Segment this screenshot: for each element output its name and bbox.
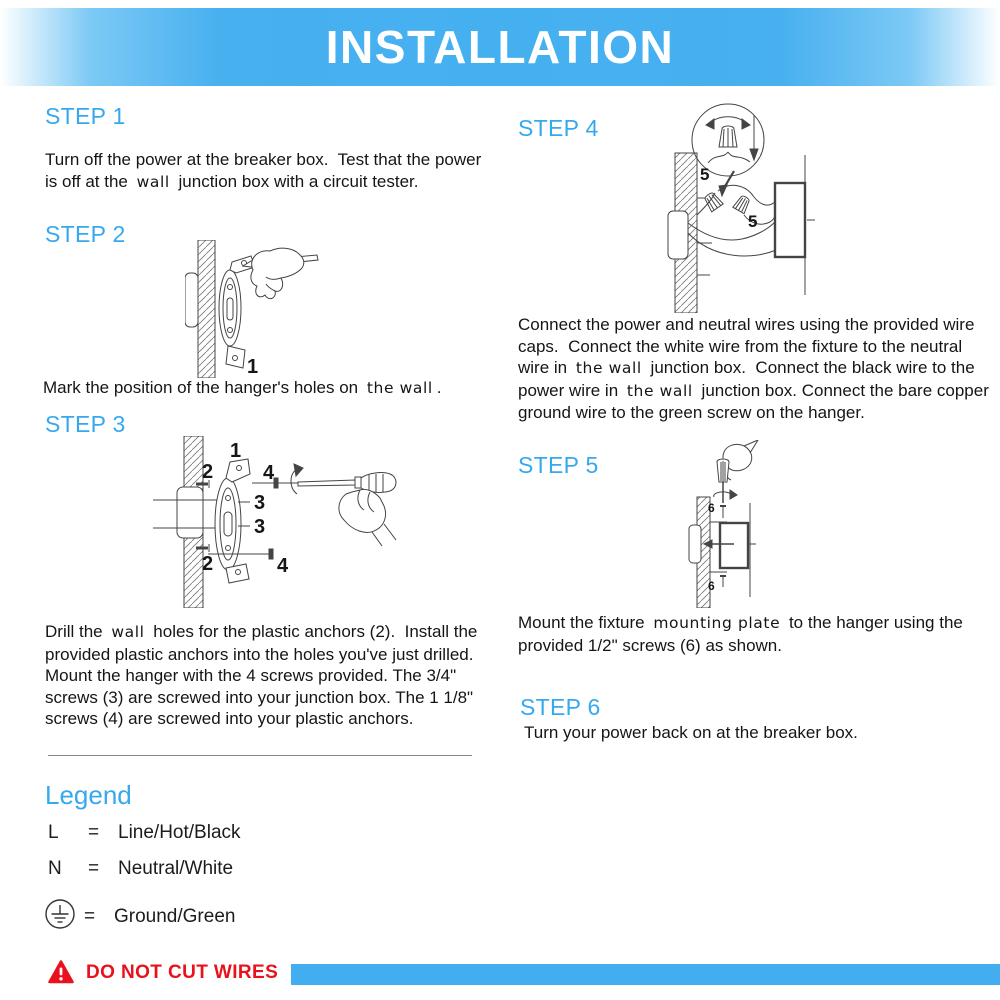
step5-label-screw-top: 6 bbox=[708, 501, 715, 515]
wire-cap-top bbox=[702, 191, 723, 212]
step5-text-seg1: Mount the fixture bbox=[518, 613, 650, 632]
screw-top bbox=[720, 506, 726, 518]
screwdriver bbox=[298, 473, 396, 493]
legend-label-neutral: Neutral/White bbox=[118, 858, 234, 879]
step3-heading: STEP 3 bbox=[45, 411, 126, 437]
warning-bar bbox=[291, 964, 1000, 985]
page-header-banner bbox=[0, 8, 1000, 86]
step4-heading: STEP 4 bbox=[518, 115, 599, 141]
step3-label-anchor-bottom: 2 bbox=[202, 553, 214, 575]
legend-symbol-neutral: N bbox=[48, 858, 62, 879]
warning-icon bbox=[48, 960, 74, 989]
hand bbox=[339, 489, 396, 546]
legend-equals: = bbox=[88, 858, 100, 879]
step1-text-seg1: Turn off the power at the breaker box. Test that the power is off at the bbox=[45, 150, 487, 191]
step5-text-seg2: to the hanger using the provided 1/2" screws (6) as shown. bbox=[518, 613, 968, 655]
step4-text-seg3: junction box. Connect the bare copper ground wire to the green screw on the hanger. bbox=[518, 380, 994, 422]
hanger-bottom-tab bbox=[226, 346, 245, 368]
step3-text-alt: wall bbox=[111, 623, 145, 641]
step1-heading: STEP 1 bbox=[45, 103, 126, 129]
step3-label-anchor-top: 2 bbox=[202, 461, 214, 483]
step3-text bbox=[45, 621, 482, 730]
junction-box-recess bbox=[177, 487, 203, 538]
screwdriver bbox=[717, 459, 729, 503]
step2-label-hanger: 1 bbox=[247, 356, 259, 378]
step3-text-seg1: Drill the bbox=[45, 622, 108, 641]
step3-label-screw118-bottom: 4 bbox=[277, 555, 289, 577]
step4-text bbox=[518, 314, 994, 424]
step6-text: Turn your power back on at the breaker box. bbox=[524, 723, 858, 742]
junction-box-recess bbox=[668, 211, 688, 259]
warning-text: DO NOT CUT WIRES bbox=[86, 962, 279, 983]
rotation-arrow bbox=[291, 464, 303, 494]
legend-equals: = bbox=[88, 822, 100, 843]
legend-symbol-line: L bbox=[48, 822, 59, 843]
step3-text-seg2: holes for the plastic anchors (2). Install the provided plastic anchors into the holes you've just drilled. Mount the hanger with the 4 screws provided. The 3/4" screws (3) are screwed into your junction box. The 1 1/8" screws (4) are screwed into your plastic anchors. bbox=[45, 622, 483, 728]
page-title: INSTALLATION bbox=[325, 21, 675, 73]
fixture-box bbox=[775, 183, 805, 257]
step2-caption bbox=[43, 377, 513, 400]
wires bbox=[688, 185, 776, 256]
step3-label-screw118-top: 4 bbox=[263, 462, 275, 484]
step1-text-alt: wall bbox=[136, 172, 170, 191]
screw-bottom bbox=[720, 576, 726, 587]
step5-text bbox=[518, 612, 983, 656]
step2-figure bbox=[185, 240, 515, 383]
legend-item-ground bbox=[44, 898, 235, 936]
step1-text-seg2: junction box with a circuit tester. bbox=[173, 171, 419, 191]
legend-equals: = bbox=[84, 906, 96, 927]
legend-item-neutral bbox=[48, 858, 233, 880]
step3-label-screw34-bottom: 3 bbox=[254, 516, 266, 538]
step4-text-seg2: junction box. Connect the black wire to the power wire in bbox=[518, 358, 980, 400]
step3-label-hanger: 1 bbox=[230, 440, 242, 462]
step5-label-screw-bottom: 6 bbox=[708, 579, 715, 593]
step5-heading: STEP 5 bbox=[518, 452, 599, 478]
step3-figure bbox=[150, 436, 490, 613]
hanger-bottom-tab bbox=[226, 564, 249, 583]
step2-heading: STEP 2 bbox=[45, 221, 126, 247]
step1-text bbox=[45, 149, 485, 193]
hanger-plate bbox=[219, 270, 241, 346]
rotation-arrow bbox=[714, 490, 737, 499]
step6-heading: STEP 6 bbox=[520, 694, 601, 720]
legend-label-line: Line/Hot/Black bbox=[118, 822, 241, 843]
step5-text-alt: mounting plate bbox=[653, 614, 781, 632]
step4-text-alt1: the wall bbox=[575, 359, 642, 377]
ground-icon bbox=[44, 898, 84, 936]
hanger-recess bbox=[689, 525, 701, 563]
step4-figure bbox=[660, 103, 990, 318]
step2-caption-seg1: Mark the position of the hanger's holes on bbox=[43, 378, 363, 397]
wall-hatch bbox=[198, 240, 215, 378]
legend-label-ground: Ground/Green bbox=[114, 906, 236, 927]
wire-cap-bottom bbox=[733, 194, 752, 214]
step2-caption-alt: the wall bbox=[366, 379, 433, 397]
hanger-plate bbox=[215, 478, 241, 570]
step4-text-alt2: the wall bbox=[626, 381, 693, 400]
step4-text-seg1: Connect the power and neutral wires using the provided wire caps. Connect the white wire from the fixture to the neutral wire in bbox=[518, 315, 980, 377]
junction-box-recess bbox=[185, 273, 198, 327]
legend-heading: Legend bbox=[45, 780, 132, 810]
mounting-plate bbox=[720, 523, 748, 568]
step2-caption-seg2: . bbox=[436, 378, 442, 397]
step3-label-screw34-top: 3 bbox=[254, 492, 266, 514]
hand bbox=[251, 248, 304, 298]
legend-item-line bbox=[48, 822, 241, 844]
section-divider bbox=[48, 755, 472, 756]
step5-figure bbox=[680, 440, 820, 613]
step4-label-wirecap-top: 5 bbox=[700, 165, 710, 184]
step4-label-wirecap-bottom: 5 bbox=[748, 212, 758, 231]
